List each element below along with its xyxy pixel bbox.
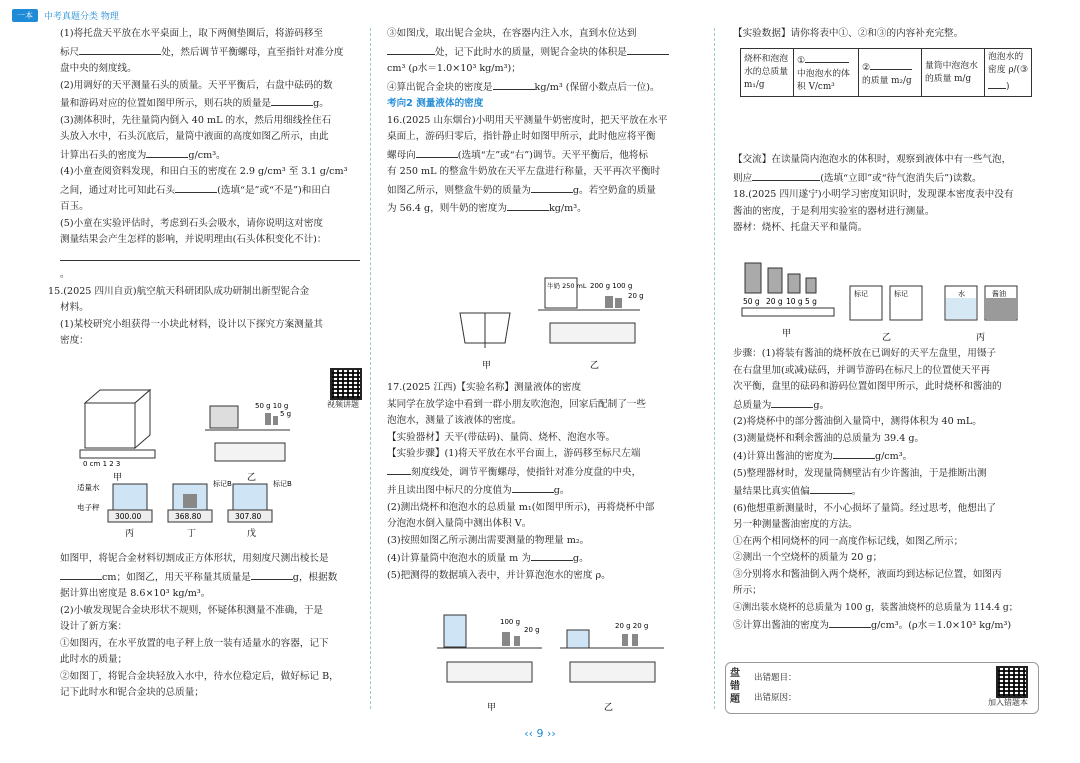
balance-figure — [205, 406, 290, 461]
balance-yi — [560, 630, 664, 682]
qr-code[interactable] — [330, 368, 362, 400]
text-line: (1)某校研究小组获得一小块此材料，设计以下探究方案测量其 — [60, 318, 324, 330]
answer-line: 。 — [60, 249, 365, 284]
table-cell: ① 中泡泡水的体积 V/cm³ — [794, 49, 859, 97]
text-line: 酱油的密度，于是利用实验室的器材进行测量。 — [733, 205, 935, 217]
text-line: 所示； — [733, 585, 762, 596]
mark-label-2: 标记 — [894, 290, 908, 298]
text-line: 螺母向 (选填“左”或“右”)调节。天平平衡后，他将标 — [387, 146, 707, 165]
pointer-dial — [460, 313, 510, 348]
text-line: 据计算出密度是 8.6×10³ kg/m³。 — [60, 588, 211, 599]
text-line: (2)将烧杯中的部分酱油倒入量筒中，测得体积为 40 mL。 — [733, 416, 982, 427]
text-line: 测量结果会产生怎样的影响，并说明理由(石头体积变化不计)： — [60, 234, 327, 245]
text-line: 【交流】在读量筒内泡泡水的体积时，观察到液体中有一些气泡， — [733, 154, 1012, 165]
text-line: (4)计算出酱油的密度为 g/cm³。 — [733, 447, 1038, 466]
text-line: (3)按照如图乙所示测出需要测量的物理量 m₂。 — [387, 534, 590, 546]
column-3-mid — [733, 152, 1038, 237]
text-line: 处，记下此时水的质量，则铌合金块的体积是 — [387, 43, 707, 62]
text-line: 量和游码对应的位置如图甲所示，则石块的质量是 g。 — [60, 94, 365, 113]
fig-label-ding: 丁 — [187, 529, 197, 539]
text-line: 则应 (选填“立即”或“待气泡消失后”)读数。 — [733, 169, 1038, 188]
label-mark-b-2: 标记B — [273, 480, 292, 488]
table-row — [741, 49, 1032, 97]
weight-100g: 100 g — [500, 618, 521, 626]
weight-label-50: 50 g — [743, 297, 760, 306]
text-line: 步骤：(1)将装有酱油的烧杯放在已调好的天平左盘里，用镊子 — [733, 348, 997, 359]
table-cell: 烧杯和泡泡水的总质量 m₁/g — [741, 49, 794, 97]
text-line: 百玉。 — [60, 201, 89, 212]
weight-5g: 5 g — [280, 410, 292, 418]
text-line: 头放入水中，石头沉底后，量筒中液面的高度如图乙所示，由此 — [60, 131, 329, 142]
text-line: 某同学在放学途中看到一群小朋友吹泡泡，回家后配制了一些 — [387, 398, 647, 410]
soy-label: 酱油 — [992, 290, 1006, 298]
text-line: (6)他想重新测量时，不小心损坏了量筒。经过思考，他想出了 — [733, 502, 997, 514]
scale-reading-2: 368.80 — [175, 512, 202, 521]
fig-label-bing: 丙 — [125, 529, 135, 539]
fig-label-wu: 戊 — [247, 529, 257, 539]
page-header — [12, 8, 119, 22]
text-line: 如图乙所示，则整盒牛奶的质量为 g。若空奶盒的质量 — [387, 181, 707, 200]
text-line: 器材：烧杯、托盘天平和量筒。 — [733, 222, 868, 233]
fig-label-bing: 丙 — [976, 333, 986, 343]
text-line: 有 250 mL 的整盒牛奶放在天平左盘进行称量，天平再次平衡时 — [387, 166, 661, 177]
text-line: 【实验器材】天平(带砝码)、量筒、烧杯、泡泡水等。 — [387, 431, 616, 443]
column-2-q17 — [387, 380, 707, 584]
text-line: 如图甲，将铌合金材料切割成正方体形状，用刻度尺测出棱长是 — [60, 553, 329, 564]
text-line: 【实验步骤】(1)将天平放在水平台面上，游码移至标尺左端 — [387, 448, 641, 459]
ruler-label: 0 cm 1 2 3 — [83, 460, 121, 468]
weight-label-10: 10 g — [786, 297, 803, 306]
fig-label-jia: 甲 — [482, 361, 492, 371]
fig-label-jia: 甲 — [487, 703, 497, 713]
fig-label-yi: 乙 — [882, 333, 892, 343]
page-number: ‹‹ 9 ›› — [524, 727, 556, 740]
text-line: (5)把测得的数据填入表中，并计算泡泡水的密度 ρ。 — [387, 569, 611, 581]
column-1-bottom — [60, 551, 365, 702]
error-topic-label: 出错题目： — [754, 673, 797, 683]
question-18-title: 18.(2025 四川遂宁)小明学习密度知识时，发现课本密度表中没有 — [733, 189, 1014, 200]
text-line: 记下此时水和铌合金块的总质量； — [60, 687, 204, 698]
text-line: 材料。 — [60, 302, 89, 313]
figure-q15 — [75, 388, 355, 548]
column-3 — [733, 26, 1038, 43]
column-divider-1 — [370, 28, 371, 709]
text-line: ⑤计算出酱油的密度为 g/cm³。(ρ水＝1.0×10³ kg/m³) — [733, 616, 1038, 635]
qr-caption: 视频讲题 — [327, 400, 359, 409]
text-line: ①在两个相同烧杯的同一高度作标记线，如图乙所示； — [733, 535, 964, 547]
weights-set — [745, 263, 816, 293]
errbox-qr-caption: 加入错题本 — [988, 698, 1028, 707]
weights-20g-20g: 20 g 20 g — [615, 622, 649, 630]
weight-label-20: 20 g — [766, 297, 783, 306]
milk-label: 牛奶 250 mL — [547, 282, 587, 290]
label-scale: 电子秤 — [77, 503, 100, 512]
weight-20g: 20 g — [524, 626, 540, 634]
text-line: ②如图丁，将铌合金块轻放入水中，待水位稳定后，做好标记 B， — [60, 670, 339, 682]
weight-20g: 20 g — [628, 292, 644, 300]
text-line: 量结果比真实值偏 。 — [733, 482, 1038, 501]
text-line: (3)测体积时，先往量筒内倒入 40 mL 的水，然后用细线拴住石 — [60, 114, 332, 126]
beakers-bing — [945, 286, 1017, 320]
text-line: 并且读出图中标尺的分度值为 g。 — [387, 481, 707, 500]
text-line: (4)计算量筒中泡泡水的质量 m 为 g。 — [387, 549, 707, 568]
text-line: 密度： — [60, 335, 89, 346]
text-line: cm³ (ρ水＝1.0×10³ kg/m³)； — [387, 63, 521, 74]
figure-q16 — [450, 268, 670, 378]
text-line: 泡泡水，测量了该液体的密度。 — [387, 415, 522, 426]
question-16-title: 16.(2025 山东烟台)小明用天平测量牛奶密度时，把天平放在水平 — [387, 114, 668, 126]
text-line: (2)用调好的天平测量石头的质量。天平平衡后，右盘中砝码的数 — [60, 79, 333, 91]
scale-reading-3: 307.80 — [235, 512, 262, 521]
text-line: 之间，通过对比可知此石头 (选填“是”或“不是”)和田白 — [60, 181, 365, 200]
fig-label-yi: 乙 — [590, 361, 600, 371]
column-divider-2 — [714, 28, 715, 709]
text-line: ④测出装水烧杯的总质量为 100 g，装酱油烧杯的总质量为 114.4 g； — [733, 602, 1018, 613]
text-line: 次平衡，盘里的砝码和游码位置如图甲所示，此时烧杯和酱油的 — [733, 381, 1002, 392]
table-cell: ② 的质量 m₂/g — [859, 49, 922, 97]
text-line: 设计了新方案： — [60, 621, 128, 632]
brand-badge: 一本 — [12, 9, 38, 22]
text-line: 总质量为 g。 — [733, 396, 1038, 415]
errbox-qr-code[interactable] — [996, 666, 1028, 698]
weights-label: 200 g 100 g — [590, 282, 633, 290]
label-water: 适量水 — [77, 483, 100, 492]
text-line: ③如图戊，取出铌合金块，在容器内注入水，直到水位达到 — [387, 28, 637, 39]
scale-reading-1: 300.00 — [115, 512, 142, 521]
text-line: (3)测量烧杯和剩余酱油的总质量为 39.4 g。 — [733, 432, 925, 444]
ruler — [742, 308, 834, 316]
weight-label-5: 5 g — [805, 297, 817, 306]
text-line: 在右盘里加(或减)砝码，并调节游码在标尺上的位置使天平再 — [733, 364, 990, 376]
text-line: ①如图丙，在水平放置的电子秤上放一装有适量水的容器，记下 — [60, 637, 329, 649]
column-1 — [48, 26, 365, 350]
question-15-title: 15.(2025 四川自贡)航空航天科研团队成功研制出新型铌合金 — [48, 285, 310, 297]
text-line: ②测出一个空烧杯的质量为 20 g； — [733, 552, 883, 563]
fig-label-yi: 乙 — [604, 703, 614, 713]
text-line: (1)将托盘天平放在水平桌面上，取下两侧垫圈后，将游码移至 — [60, 28, 324, 39]
text-line: (2)测出烧杯和泡泡水的总质量 m₁(如图甲所示)，再将烧杯中部 — [387, 501, 655, 513]
text-line: 为 56.4 g，则牛奶的密度为 kg/m³。 — [387, 199, 707, 218]
text-line: ④算出铌合金块的密度是 kg/m³ (保留小数点后一位)。 — [387, 78, 707, 97]
fig-label-jia: 甲 — [782, 329, 792, 339]
figure-q18 — [740, 248, 1035, 346]
text-line: (4)小童查阅资料发现，和田白玉的密度在 2.9 g/cm³ 至 3.1 g/cm³ — [60, 166, 348, 177]
text-line: 此时水的质量； — [60, 654, 128, 665]
text-line: 标尺 处，然后调节平衡螺母，直至指针对准分度 — [60, 43, 365, 62]
text-line: 另一种测量酱油密度的方法。 — [733, 519, 858, 530]
text-line: ③分别将水和酱油倒入两个烧杯，液面均到达标记位置，如图丙 — [733, 568, 1002, 580]
text-line: 分泡泡水倒入量筒中测出体积 V。 — [387, 518, 532, 529]
table-cell: 量筒中泡泡水的质量 m/g — [922, 49, 985, 97]
text-line: (5)整理器材时，发现量筒侧壁沾有少许酱油，于是推断出测 — [733, 467, 987, 479]
water-label: 水 — [958, 290, 965, 298]
text-line: 盘中央的刻度线。 — [60, 63, 137, 74]
fig-label-jia: 甲 — [113, 473, 123, 483]
error-box-heading: 盘错题 — [730, 668, 740, 705]
figure-q17 — [432, 600, 672, 718]
text-line: (2)小敏发现铌合金块形状不规则，怀疑体积测量不准确，于是 — [60, 604, 324, 616]
column-2 — [387, 26, 707, 218]
column-3-steps — [733, 346, 1038, 635]
cube-figure — [80, 390, 155, 458]
error-reason-label: 出错原因： — [754, 693, 797, 703]
data-table — [740, 48, 1032, 97]
fig-label-yi: 乙 — [247, 473, 257, 483]
text-line: 刻度线处，调节平衡螺母，使指针对准分度盘的中央， — [387, 463, 707, 482]
section-heading: 考向2 测量液体的密度 — [387, 98, 484, 109]
label-mark-b: 标记B — [213, 480, 232, 488]
error-box — [725, 662, 1039, 714]
text-line: (5)小童在实验评估时，考虑到石头会吸水，请你说明这对密度 — [60, 217, 324, 229]
header-title: 中考真题分类 物理 — [44, 11, 119, 22]
weights-label: 50 g 10 g — [255, 402, 289, 410]
text-line: 计算出石头的密度为 g/cm³。 — [60, 146, 365, 165]
mark-label: 标记 — [854, 290, 868, 298]
table-cell: 泡泡水的密度 ρ/(③) — [985, 49, 1032, 97]
text-line: cm；如图乙，用天平称量其质量是 g，根据数 — [60, 568, 365, 587]
question-17-title: 17.(2025 江西)【实验名称】测量液体的密度 — [387, 382, 582, 393]
text-line: 【实验数据】请你将表中①、②和③的内容补充完整。 — [733, 28, 964, 39]
text-line: 桌面上，游码归零后，指针静止时如图甲所示，此时他应将平衡 — [387, 131, 656, 142]
